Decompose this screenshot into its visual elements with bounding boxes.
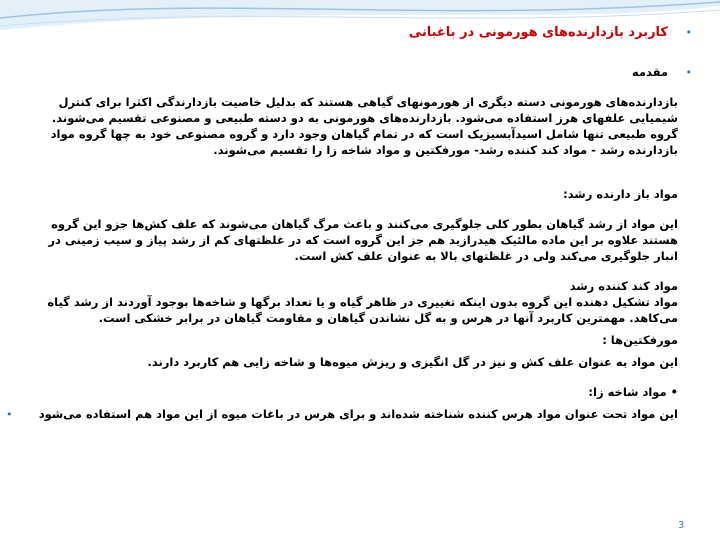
branching-heading (28, 384, 678, 400)
intro-text: بازدارنده‌های هورمونی دسته دیگری از هورمونهای گیاهی هستند که بدلیل خاصیت بازدارندگی اکثرا برای کنترل شیمیایی علفهای هرز استفاده می‌شود. بازدارنده‌های هورمونی به دو دسته طبیعی و مصنوعی تقسیم می‌شوند. گروه طبیعی تنها شامل اسیدآبسیزیک است که در تمام گیاهان وجود دارد و گروه مصنوعی خود به چها گروه مواد بازدارنده رشد - مواد کند کننده رشد- مورفکتین و مواد شاخه زا را تقسیم می‌شوند. (50, 95, 678, 157)
title-bullet-icon: • (685, 26, 692, 39)
branching-row (6, 406, 678, 422)
page-number: 3 (678, 520, 685, 531)
retardants-heading: مواد کند کننده رشد (569, 279, 678, 293)
morphactins-text: این مواد به عنوان علف کش و نیز در گل انگیزی و ریزش میوه‌ها و شاخه زایی هم کاربرد دارند. (147, 355, 678, 369)
morphactins-heading: مورفکتین‌ها : (602, 333, 678, 347)
inhibitors-text: این مواد از رشد گیاهان بطور کلی جلوگیری می‌کنند و باعث مرگ گیاهان می‌شوند که علف کش‌ها جزو این گروه هستند علاوه بر این ماده مالئیک هیدرازید هم جز این گروه است که در غلظتهای کم از رشد پیاز و سیب زمینی در انبار جلوگیری می‌کند ولی در غلظتهای بالا به عنوان علف کش است. (48, 217, 678, 263)
branching-text: این مواد تحت عنوان مواد هرس کننده شناخته شده‌اند و برای هرس در باغات میوه از این مواد هم استفاده می‌شود (38, 407, 678, 421)
intro-row (28, 64, 692, 80)
intro-bullet-icon: • (685, 66, 692, 79)
branching-bullet-icon: • (6, 408, 13, 421)
inhibitors-heading: مواد باز دارنده رشد: (563, 187, 678, 201)
slide-body (6, 24, 692, 534)
intro-heading: مقدمه (631, 65, 668, 79)
title-row (28, 24, 692, 42)
branching-heading-row (28, 384, 678, 400)
branching-dot-icon: • (666, 385, 678, 399)
branching-heading-label: مواد شاخه زا: (588, 385, 667, 399)
retardants-text: مواد تشکیل دهنده این گروه بدون اینکه تغییری در ظاهر گیاه و یا تعداد برگها و شاخه‌ها بوجود آوردند از رشد گیاه می‌کاهد. مهمترین کاربرد آنها در هرس و به گل نشاندن گیاهان و مقاومت گیاهان در برابر خشکی است. (47, 295, 678, 325)
slide-title: کاربرد بازدارنده‌های هورمونی در باغبانی (408, 25, 668, 40)
